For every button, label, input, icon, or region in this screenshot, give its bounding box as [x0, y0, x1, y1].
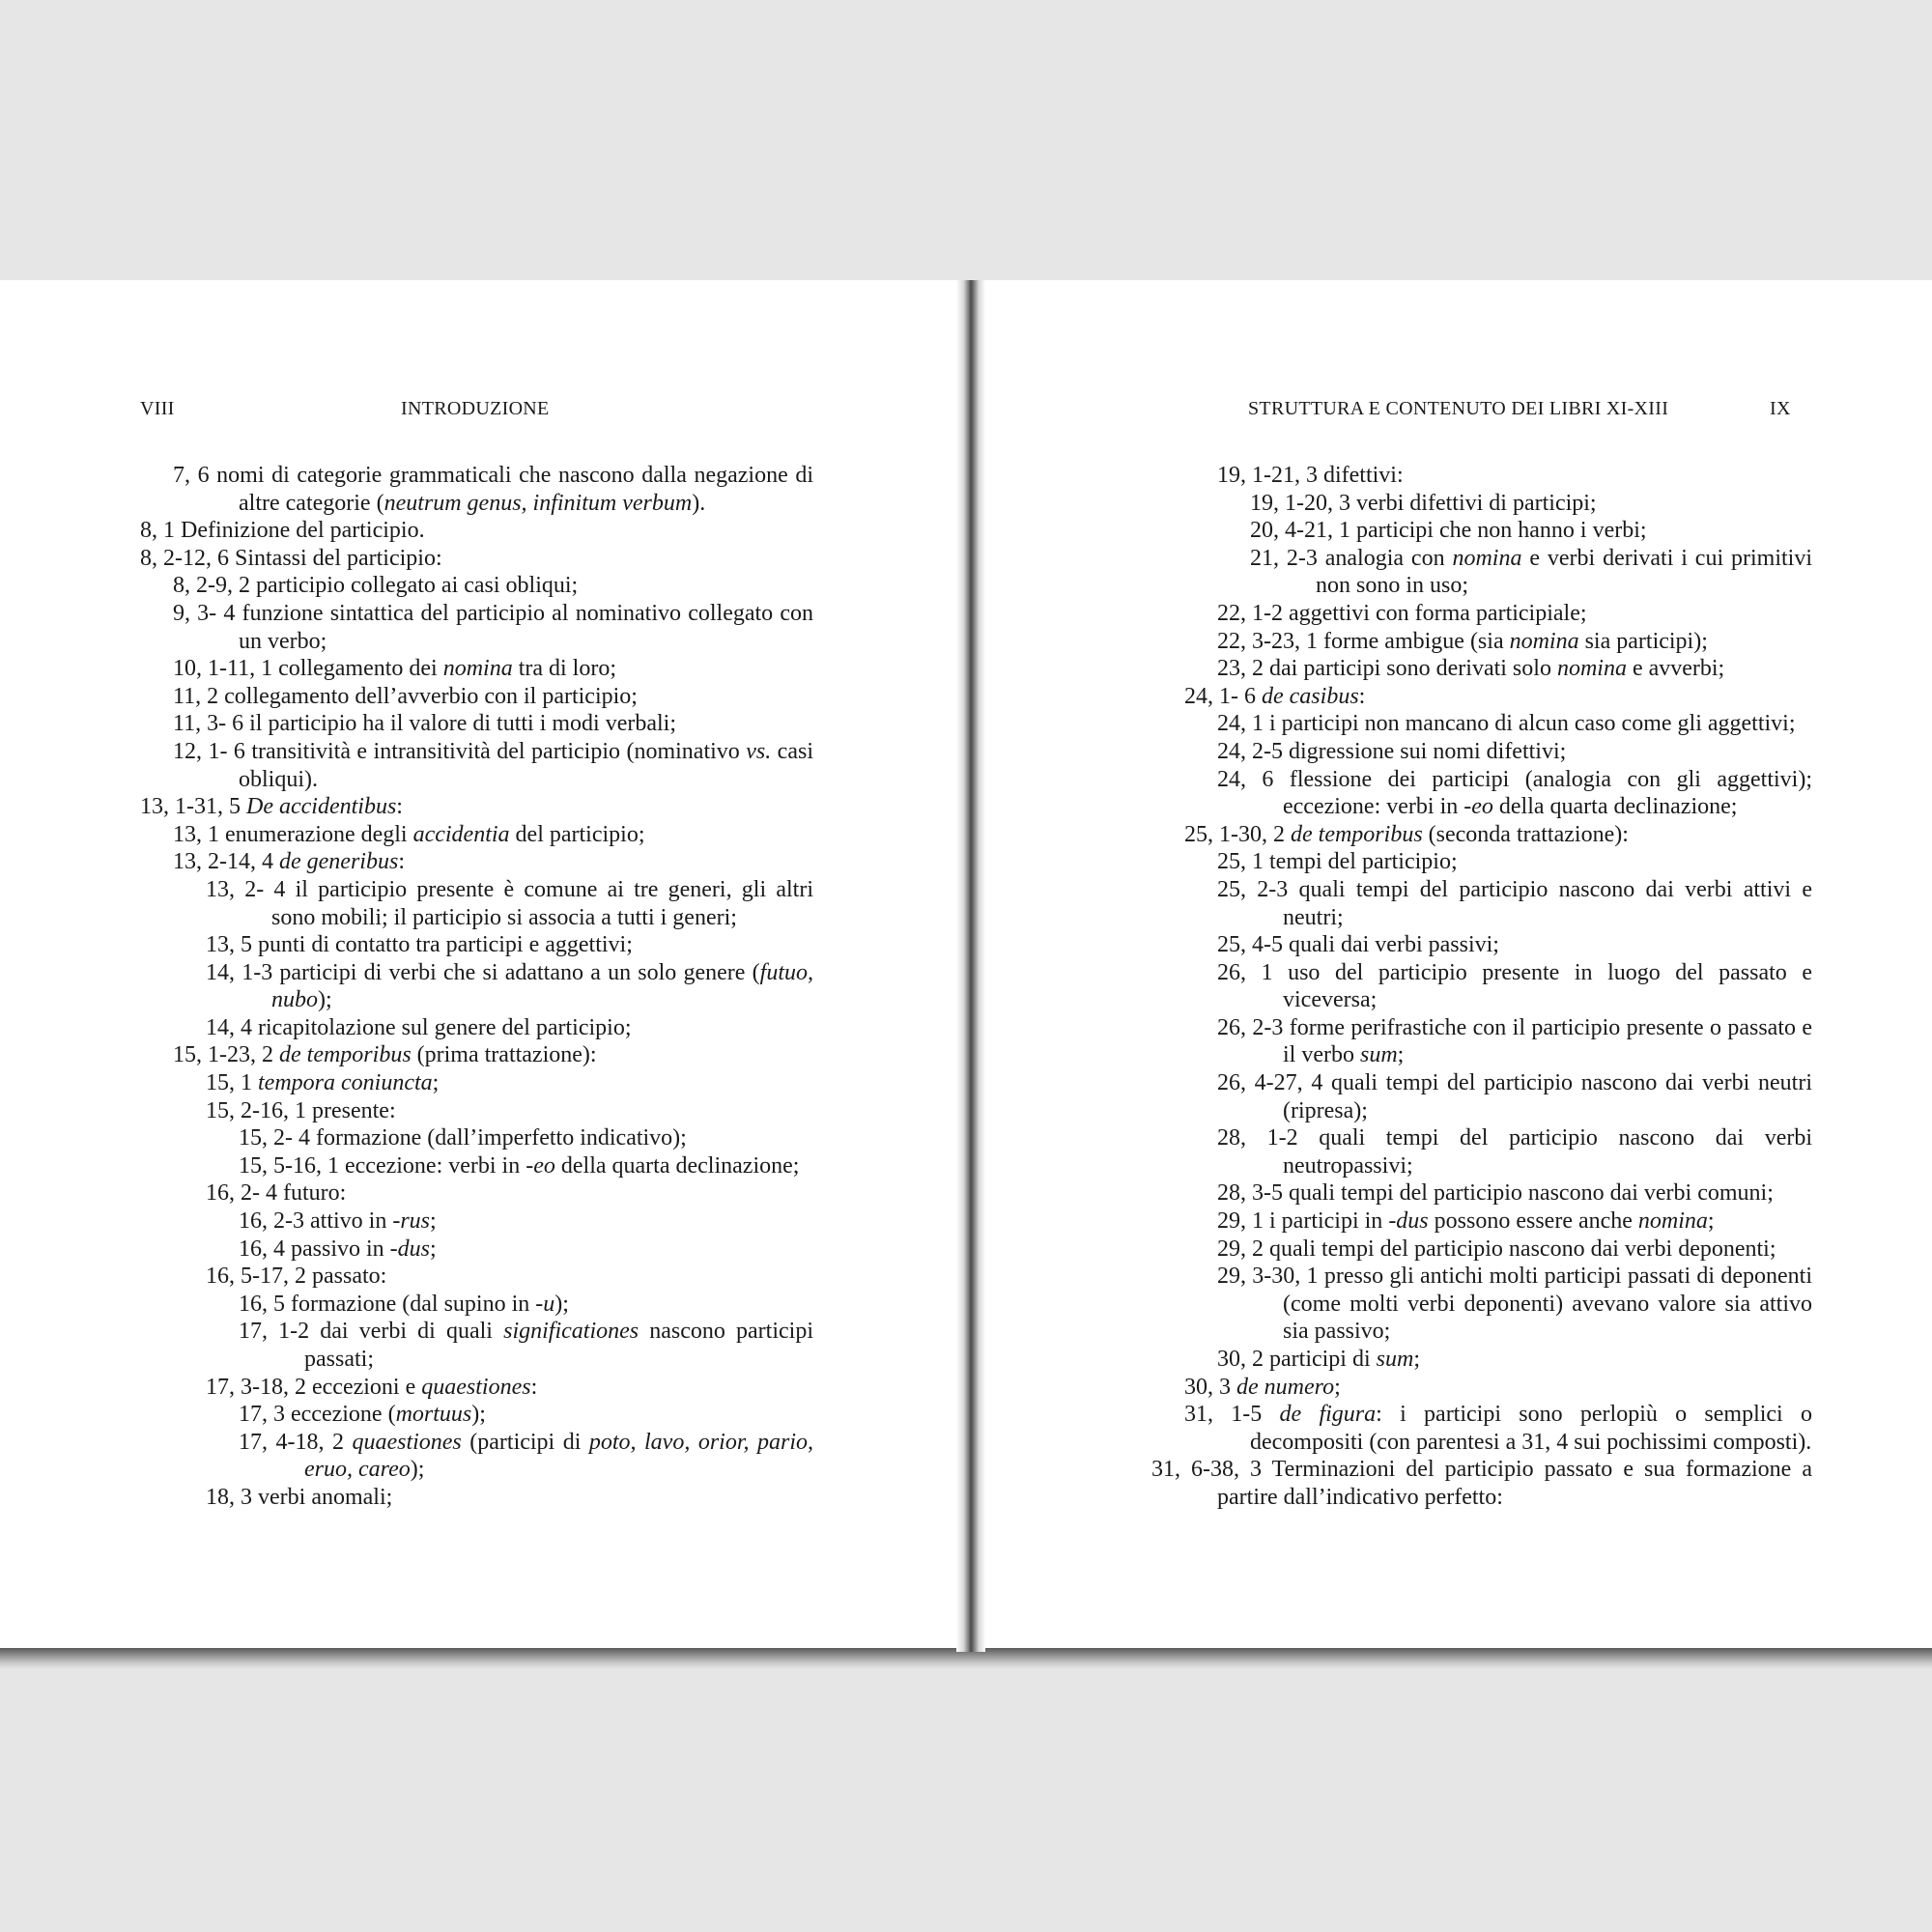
outline-entry: 16, 5-17, 2 passato:: [206, 1264, 387, 1290]
outline-entry: 13, 1 enumerazione degli accidentia del participio;: [173, 821, 645, 847]
outline-entry: 31, 1-5 de figura: i participi sono perlopiù o semplici o decompositi (con parentesi a 31, 4 sui pochissimi composti).: [1184, 1402, 1813, 1455]
outline-entry: 19, 1-21, 3 difettivi:: [1217, 463, 1404, 488]
outline-entry: 20, 4-21, 1 participi che non hanno i verbi;: [1250, 518, 1647, 544]
outline-entry: 29, 3-30, 1 presso gli antichi molti participi passati di deponenti (come molti verbi deponenti) avevano valore sia attivo sia passivo;: [1217, 1264, 1812, 1345]
outline-entry: 26, 4-27, 4 quali tempi del participio nascono dai verbi neutri (ripresa);: [1217, 1070, 1812, 1123]
outline-entry: 16, 4 passivo in -dus;: [239, 1236, 437, 1262]
outline-entry: 25, 1 tempi del participio;: [1217, 849, 1458, 875]
left-page-body: [140, 462, 813, 1512]
outline-entry: 14, 4 ricapitolazione sul genere del participio;: [206, 1014, 632, 1040]
outline-entry: 10, 1-11, 1 collegamento dei nomina tra di loro;: [173, 656, 617, 682]
outline-entry: 23, 2 dai participi sono derivati solo nomina e avverbi;: [1217, 656, 1725, 682]
outline-entry: 30, 2 participi di sum;: [1217, 1347, 1420, 1372]
outline-entry: 17, 1-2 dai verbi di quali significationes nascono participi passati;: [239, 1319, 813, 1372]
outline-entry: 25, 2-3 quali tempi del participio nascono dai verbi attivi e neutri;: [1217, 876, 1812, 930]
outline-entry: 7, 6 nomi di categorie grammaticali che nascono dalla negazione di altre categorie (neutrum genus, infinitum verbum).: [173, 463, 813, 516]
outline-entry: 29, 2 quali tempi del participio nascono dai verbi deponenti;: [1217, 1236, 1776, 1262]
outline-entry: 13, 2- 4 il participio presente è comune ai tre generi, gli altri sono mobili; il participio si associa a tutti i generi;: [206, 876, 813, 930]
outline-entry: 16, 5 formazione (dal supino in -u);: [239, 1291, 569, 1317]
outline-entry: 24, 1 i participi non mancano di alcun caso come gli aggettivi;: [1217, 711, 1796, 737]
outline-entry: 13, 1-31, 5 De accidentibus:: [140, 794, 403, 820]
left-page: [0, 280, 956, 1652]
outline-entry: 15, 1-23, 2 de temporibus (prima trattazione):: [173, 1042, 597, 1068]
outline-entry: 25, 1-30, 2 de temporibus (seconda trattazione):: [1184, 821, 1629, 847]
outline-entry: 11, 2 collegamento dell’avverbio con il participio;: [173, 683, 638, 709]
outline-entry: 16, 2- 4 futuro:: [206, 1180, 347, 1207]
outline-entry: 18, 3 verbi anomali;: [206, 1484, 393, 1510]
outline-entry: 22, 1-2 aggettivi con forma participiale;: [1217, 600, 1587, 626]
outline-entry: 26, 1 uso del participio presente in luogo del passato e viceversa;: [1217, 959, 1812, 1013]
right-page: [985, 280, 1932, 1652]
outline-entry: 24, 1- 6 de casibus:: [1184, 683, 1366, 709]
outline-entry: 15, 2-16, 1 presente:: [206, 1097, 396, 1123]
outline-entry: 11, 3- 6 il participio ha il valore di tutti i modi verbali;: [173, 711, 677, 737]
outline-entry: 15, 5-16, 1 eccezione: verbi in -eo della quarta declinazione;: [239, 1152, 800, 1179]
outline-entry: 16, 2-3 attivo in -rus;: [239, 1208, 437, 1235]
outline-entry: 28, 1-2 quali tempi del participio nascono dai verbi neutropassivi;: [1217, 1125, 1812, 1179]
outline-entry: 8, 2-9, 2 participio collegato ai casi obliqui;: [173, 573, 579, 599]
outline-entry: 19, 1-20, 3 verbi difettivi di participi;: [1250, 490, 1597, 516]
left-running-head: INTRODUZIONE: [401, 398, 550, 419]
outline-entry: 9, 3- 4 funzione sintattica del participio al nominativo collegato con un verbo;: [173, 600, 813, 654]
outline-entry: 30, 3 de numero;: [1184, 1374, 1341, 1400]
outline-entry: 24, 2-5 digressione sui nomi difettivi;: [1217, 738, 1567, 764]
outline-entry: 8, 1 Definizione del participio.: [140, 518, 425, 544]
outline-entry: 15, 1 tempora coniuncta;: [206, 1070, 440, 1096]
outline-entry: 17, 4-18, 2 quaestiones (participi di poto, lavo, orior, pario, eruo, careo);: [239, 1429, 813, 1483]
left-page-number: VIII: [140, 398, 175, 419]
outline-entry: 22, 3-23, 1 forme ambigue (sia nomina sia participi);: [1217, 628, 1708, 654]
outline-entry: 14, 1-3 participi di verbi che si adattano a un solo genere (futuo, nubo);: [206, 959, 813, 1013]
right-page-number: IX: [1770, 398, 1791, 419]
outline-entry: 12, 1- 6 transitività e intransitività del participio (nominativo vs. casi obliqui).: [173, 738, 813, 792]
outline-entry: 31, 6-38, 3 Terminazioni del participio passato e sua formazione a partire dall’indicativo perfetto:: [1151, 1457, 1812, 1510]
outline-entry: 15, 2- 4 formazione (dall’imperfetto indicativo);: [239, 1125, 687, 1151]
outline-entry: 26, 2-3 forme perifrastiche con il participio presente o passato e il verbo sum;: [1217, 1014, 1812, 1068]
outline-entry: 24, 6 flessione dei participi (analogia con gli aggettivi); eccezione: verbi in -eo della quarta declinazione;: [1217, 766, 1812, 820]
outline-entry: 21, 2-3 analogia con nomina e verbi derivati i cui primitivi non sono in uso;: [1250, 545, 1813, 599]
outline-entry: 25, 4-5 quali dai verbi passivi;: [1217, 932, 1499, 958]
right-running-head: STRUTTURA E CONTENUTO DEI LIBRI XI-XIII: [1248, 398, 1669, 419]
outline-entry: 17, 3 eccezione (mortuus);: [239, 1402, 486, 1428]
book-gutter: [956, 280, 985, 1652]
outline-entry: 28, 3-5 quali tempi del participio nascono dai verbi comuni;: [1217, 1180, 1774, 1207]
outline-entry: 17, 3-18, 2 eccezioni e quaestiones:: [206, 1374, 538, 1400]
outline-entry: 13, 5 punti di contatto tra participi e aggettivi;: [206, 932, 633, 958]
outline-entry: 29, 1 i participi in -dus possono essere anche nomina;: [1217, 1208, 1715, 1235]
outline-entry: 8, 2-12, 6 Sintassi del participio:: [140, 545, 442, 571]
outline-entry: 13, 2-14, 4 de generibus:: [173, 849, 405, 875]
right-page-body: [1151, 462, 1812, 1512]
